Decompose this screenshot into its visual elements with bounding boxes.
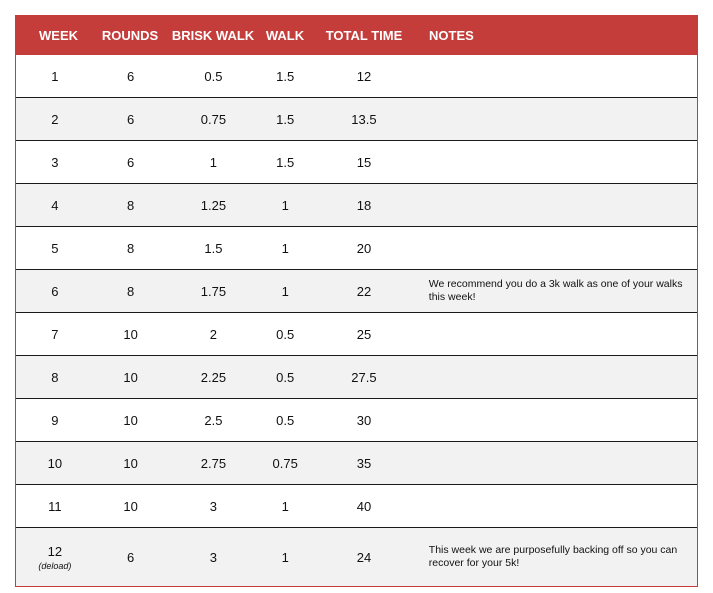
cell-walk (259, 155, 311, 170)
cell-total-time-text: 30 (356, 412, 372, 428)
cell-brisk-walk (168, 112, 260, 127)
cell-brisk-walk-text: 1.25 (200, 197, 227, 213)
table-row (16, 441, 697, 484)
table-row (16, 97, 697, 140)
cell-brisk-walk (168, 550, 260, 565)
header-week: WEEK (39, 27, 78, 43)
cell-walk (259, 413, 311, 428)
cell-rounds (94, 413, 168, 428)
cell-week-text: 8 (51, 369, 59, 385)
cell-total-time-text: 24 (356, 549, 372, 565)
cell-total-time-text: 15 (356, 154, 372, 170)
cell-walk-text: 1 (281, 240, 289, 256)
cell-brisk-walk-text: 2.5 (204, 412, 223, 428)
cell-total-time (311, 284, 417, 299)
cell-total-time-text: 25 (356, 326, 372, 342)
cell-week-text: 2 (51, 111, 59, 127)
cell-rounds (94, 327, 168, 342)
cell-walk-text: 1 (281, 549, 289, 565)
cell-rounds-text: 8 (127, 240, 135, 256)
table-body (15, 55, 698, 587)
cell-total-time (311, 550, 417, 565)
cell-week (16, 370, 94, 385)
cell-walk (259, 327, 311, 342)
cell-walk-text: 0.5 (276, 326, 295, 342)
cell-brisk-walk-text: 1 (209, 154, 218, 170)
cell-rounds (94, 284, 168, 299)
cell-rounds-text: 10 (123, 498, 138, 514)
cell-total-time-text: 12 (356, 68, 372, 84)
cell-brisk-walk (168, 456, 260, 471)
cell-brisk-walk-text: 2 (209, 326, 218, 342)
cell-brisk-walk (168, 284, 260, 299)
cell-walk-text: 0.5 (276, 369, 295, 385)
cell-rounds (94, 155, 168, 170)
cell-walk (259, 499, 311, 514)
cell-total-time (311, 499, 417, 514)
cell-walk-text: 0.75 (272, 455, 298, 471)
cell-week-text: 11 (48, 498, 62, 514)
week-subtitle: (deload) (38, 560, 72, 571)
cell-brisk-walk (168, 499, 260, 514)
cell-notes-text: This week we are purposefully backing off so you can recover for your 5k! (428, 544, 678, 569)
cell-rounds-text: 6 (127, 68, 135, 84)
cell-brisk-walk (168, 69, 260, 84)
cell-total-time (311, 241, 417, 256)
header-walk: WALK (265, 27, 305, 43)
cell-total-time (311, 456, 417, 471)
header-total-time: TOTAL TIME (325, 27, 403, 43)
cell-rounds (94, 198, 168, 213)
header-brisk-walk: BRISK WALK (171, 27, 255, 43)
cell-walk (259, 456, 311, 471)
cell-week-text: 10 (47, 455, 63, 471)
cell-total-time (311, 327, 417, 342)
cell-total-time-text: 27.5 (351, 369, 377, 385)
cell-total-time-text: 22 (356, 283, 372, 299)
cell-walk-text: 1.5 (276, 68, 295, 84)
cell-total-time (311, 198, 417, 213)
cell-rounds (94, 241, 168, 256)
cell-brisk-walk-text: 3 (209, 549, 218, 565)
cell-week (16, 284, 94, 299)
cell-week-text: 3 (51, 154, 59, 170)
cell-walk (259, 284, 311, 299)
cell-rounds-text: 8 (127, 283, 135, 299)
cell-week (16, 155, 94, 170)
cell-week (16, 198, 94, 213)
cell-rounds-text: 6 (127, 111, 135, 127)
cell-week (16, 112, 94, 127)
table-row (16, 355, 697, 398)
cell-rounds-text: 8 (127, 197, 135, 213)
cell-brisk-walk-text: 1.75 (200, 283, 227, 299)
cell-brisk-walk-text: 0.75 (200, 111, 227, 127)
cell-rounds (94, 456, 168, 471)
cell-walk (259, 550, 311, 565)
cell-rounds (94, 550, 168, 565)
cell-rounds-text: 10 (123, 369, 138, 385)
table-row (16, 312, 697, 355)
cell-brisk-walk (168, 413, 260, 428)
cell-brisk-walk-text: 1.5 (204, 240, 223, 256)
cell-walk-text: 0.5 (276, 412, 295, 428)
table-row (16, 398, 697, 441)
cell-brisk-walk (168, 241, 260, 256)
cell-rounds (94, 69, 168, 84)
cell-total-time-text: 40 (356, 498, 372, 514)
cell-rounds (94, 499, 168, 514)
cell-total-time-text: 18 (356, 197, 372, 213)
cell-walk-text: 1 (281, 197, 289, 213)
cell-walk-text: 1 (281, 498, 289, 514)
table-row (16, 527, 697, 586)
cell-notes-text: We recommend you do a 3k walk as one of your walks this week! (428, 278, 683, 303)
training-table (15, 15, 698, 587)
cell-walk-text: 1 (281, 283, 289, 299)
cell-walk-text: 1.5 (276, 154, 295, 170)
cell-week (16, 327, 94, 342)
table-row (16, 226, 697, 269)
cell-week (16, 499, 94, 514)
cell-week (16, 241, 94, 256)
cell-brisk-walk (168, 327, 260, 342)
cell-walk (259, 112, 311, 127)
cell-walk-text: 1.5 (276, 111, 295, 127)
cell-rounds-text: 10 (123, 412, 138, 428)
cell-rounds-text: 6 (127, 549, 135, 565)
cell-rounds (94, 370, 168, 385)
cell-week-text: 12 (47, 543, 63, 559)
cell-brisk-walk-text: 0.5 (204, 68, 223, 84)
cell-total-time-text: 35 (356, 455, 372, 471)
table-row (16, 55, 697, 97)
header-notes: NOTES (429, 27, 474, 43)
cell-walk (259, 69, 311, 84)
cell-brisk-walk-text: 2.75 (200, 455, 227, 471)
cell-total-time (311, 370, 417, 385)
cell-brisk-walk-text: 3 (209, 498, 218, 514)
cell-brisk-walk (168, 155, 260, 170)
cell-week (16, 456, 94, 471)
cell-total-time-text: 20 (356, 240, 372, 256)
cell-total-time (311, 69, 417, 84)
cell-walk (259, 370, 311, 385)
cell-week-text: 1 (51, 68, 59, 84)
cell-total-time (311, 155, 417, 170)
cell-brisk-walk-text: 2.25 (200, 369, 227, 385)
cell-week-text: 7 (51, 326, 59, 342)
cell-rounds (94, 112, 168, 127)
table-row (16, 484, 697, 527)
cell-rounds-text: 10 (123, 455, 138, 471)
cell-week (16, 413, 94, 428)
cell-week-text: 9 (51, 412, 59, 428)
cell-walk (259, 241, 311, 256)
cell-total-time (311, 112, 417, 127)
cell-total-time (311, 413, 417, 428)
cell-brisk-walk (168, 198, 260, 213)
cell-week-text: 4 (51, 197, 59, 213)
cell-week-text: 6 (51, 283, 59, 299)
cell-notes (417, 544, 697, 570)
table-row (16, 269, 697, 312)
cell-week (16, 69, 94, 84)
cell-total-time-text: 13.5 (351, 111, 377, 127)
cell-walk (259, 198, 311, 213)
table-row (16, 140, 697, 183)
table-row (16, 183, 697, 226)
cell-notes (417, 278, 697, 304)
header-rounds: ROUNDS (101, 27, 159, 43)
cell-rounds-text: 6 (127, 154, 135, 170)
cell-rounds-text: 10 (123, 326, 138, 342)
cell-week (16, 544, 94, 571)
cell-week-text: 5 (51, 240, 59, 256)
cell-brisk-walk (168, 370, 260, 385)
table-header (15, 15, 698, 55)
